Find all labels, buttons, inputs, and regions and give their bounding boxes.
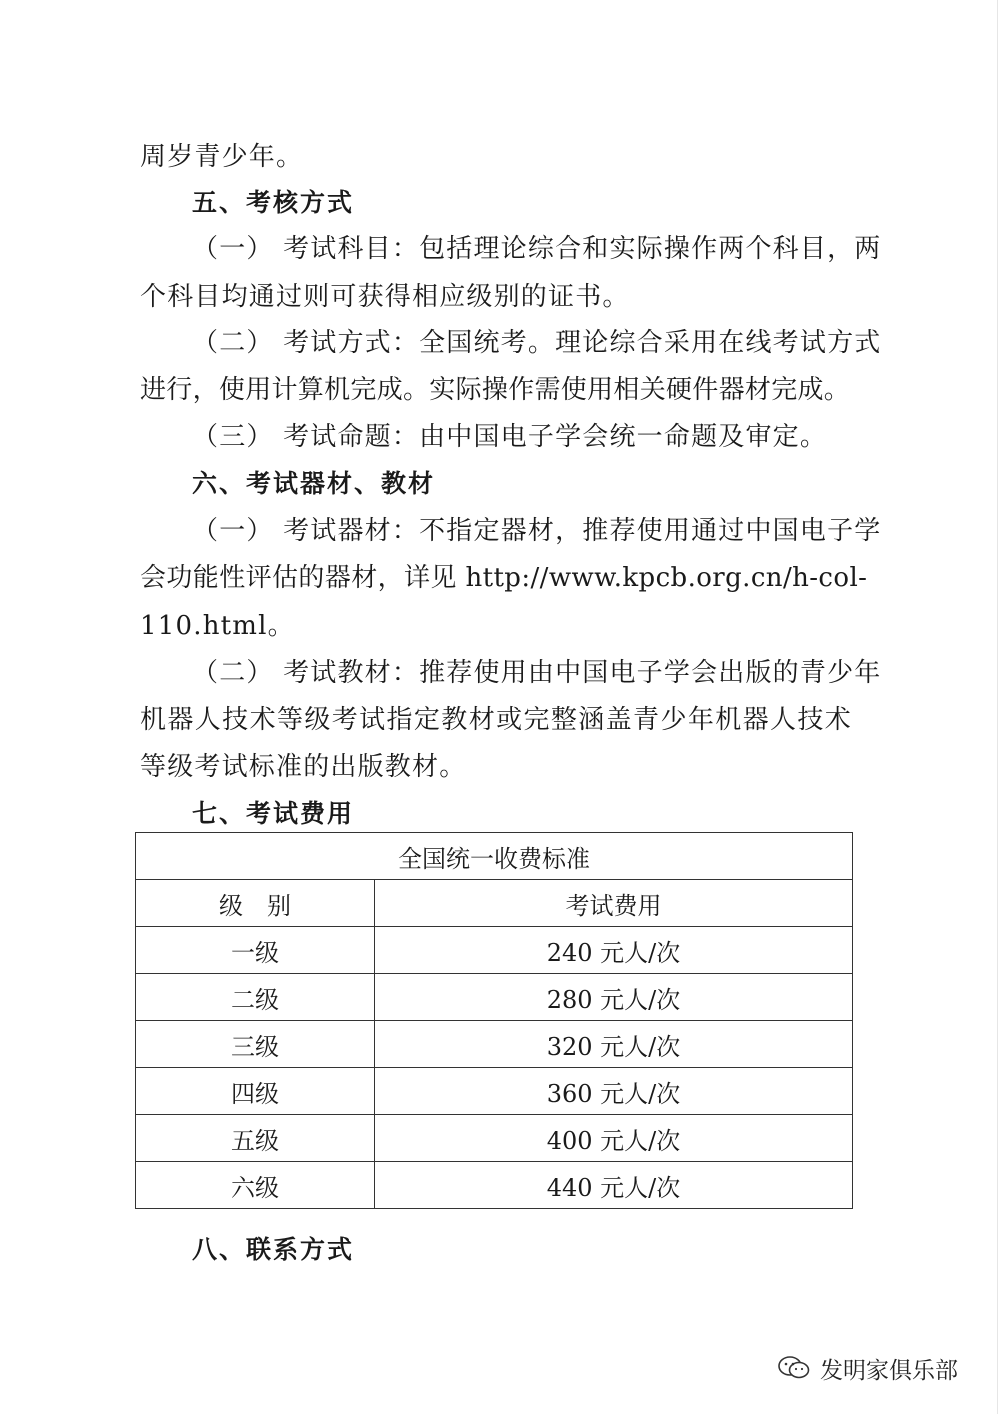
table-row xyxy=(136,1162,853,1209)
paragraph-line: 110.html。 xyxy=(140,611,295,641)
section-heading-7: 七、考试费用 xyxy=(192,799,355,828)
level-cell: 六级 xyxy=(136,1162,375,1209)
section-heading-8: 八、联系方式 xyxy=(192,1235,355,1264)
level-cell: 五级 xyxy=(136,1115,375,1162)
fee-cell: 440 元人/次 xyxy=(375,1162,853,1209)
fee-cell: 400 元人/次 xyxy=(375,1115,853,1162)
table-header-row xyxy=(136,880,853,927)
section-heading-6: 六、考试器材、教材 xyxy=(192,469,436,498)
level-cell: 三级 xyxy=(136,1021,375,1068)
paragraph-line: （二） 考试教材：推荐使用由中国电子学会出版的青少年 xyxy=(192,658,882,688)
wechat-icon xyxy=(778,1355,810,1381)
table-row xyxy=(136,1021,853,1068)
paragraph-line: 个科目均通过则可获得相应级别的证书。 xyxy=(140,282,630,312)
paragraph-line: （三） 考试命题：由中国电子学会统一命题及审定。 xyxy=(192,422,828,452)
scan-edge-line xyxy=(997,0,998,1414)
section-heading-5: 五、考核方式 xyxy=(192,188,355,217)
paragraph-line: 等级考试标准的出版教材。 xyxy=(140,752,467,782)
table-row xyxy=(136,927,853,974)
fee-cell: 320 元人/次 xyxy=(375,1021,853,1068)
paragraph-line: （一） 考试器材：不指定器材，推荐使用通过中国电子学 xyxy=(192,516,882,546)
table-row xyxy=(136,1115,853,1162)
table-title-row xyxy=(136,833,853,880)
fee-cell: 280 元人/次 xyxy=(375,974,853,1021)
paragraph-line: （一） 考试科目：包括理论综合和实际操作两个科目，两 xyxy=(192,234,882,264)
watermark xyxy=(778,1348,958,1388)
level-cell: 四级 xyxy=(136,1068,375,1115)
paragraph-line: 机器人技术等级考试指定教材或完整涵盖青少年机器人技术 xyxy=(140,705,852,735)
fee-table xyxy=(135,832,853,1209)
table-title: 全国统一收费标准 xyxy=(136,833,853,880)
watermark-text: 发明家俱乐部 xyxy=(820,1357,958,1384)
table-row xyxy=(136,1068,853,1115)
paragraph-line: （二） 考试方式：全国统考。理论综合采用在线考试方式 xyxy=(192,328,882,358)
paragraph-line: 会功能性评估的器材，详见 http://www.kpcb.org.cn/h-col- xyxy=(140,563,868,593)
paragraph-line: 进行，使用计算机完成。实际操作需使用相关硬件器材完成。 xyxy=(140,375,851,405)
fee-cell: 240 元人/次 xyxy=(375,927,853,974)
level-cell: 一级 xyxy=(136,927,375,974)
paragraph-line: 周岁青少年。 xyxy=(140,142,304,172)
column-header-level: 级 别 xyxy=(136,880,375,927)
level-cell: 二级 xyxy=(136,974,375,1021)
fee-cell: 360 元人/次 xyxy=(375,1068,853,1115)
table-row xyxy=(136,974,853,1021)
column-header-fee: 考试费用 xyxy=(375,880,853,927)
